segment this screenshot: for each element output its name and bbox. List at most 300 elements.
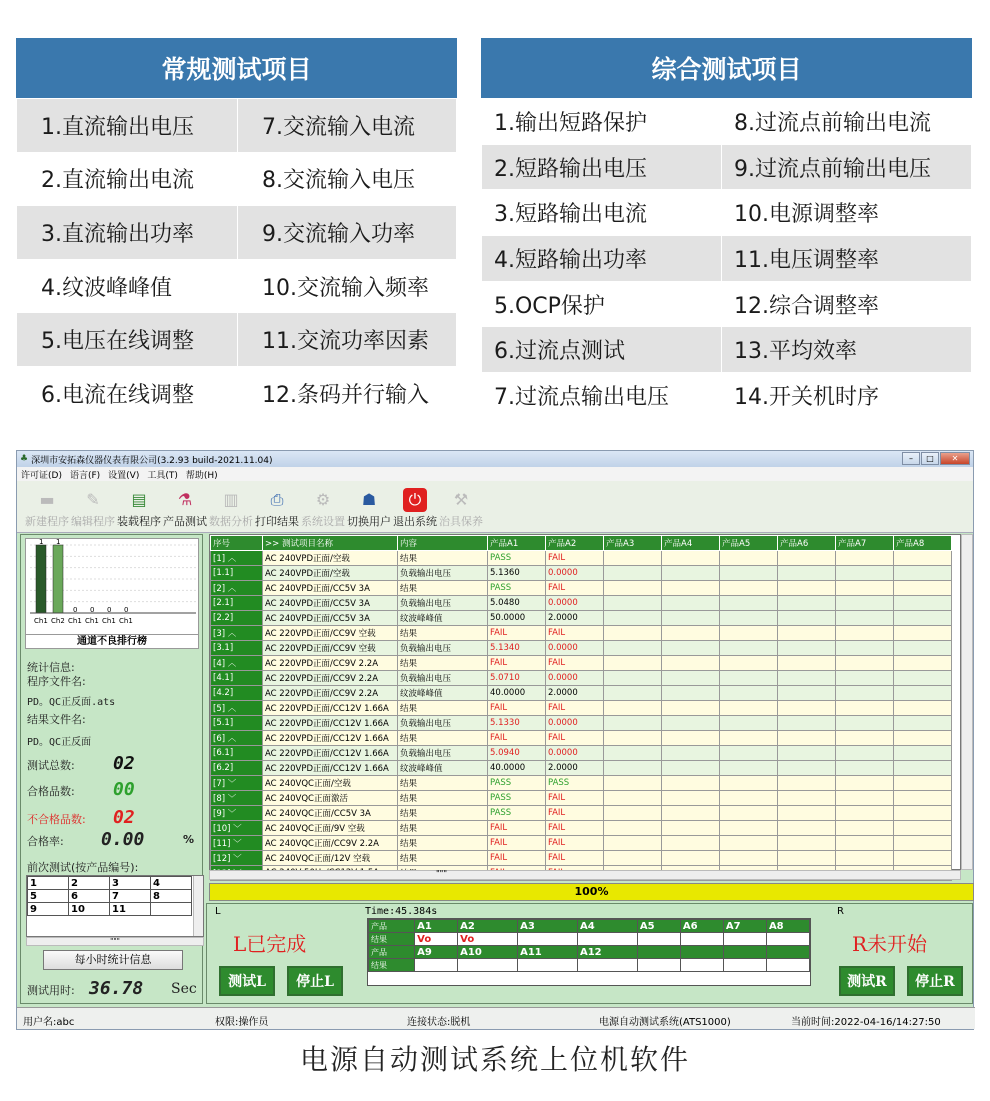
table-cell: 0.0000	[546, 596, 604, 611]
toolbar-load-button[interactable]	[117, 488, 161, 532]
table-cell: 纹波峰峰值	[398, 761, 488, 776]
regular-test-title: 常规测试项目	[16, 38, 457, 98]
panel-row	[482, 190, 972, 236]
panel-cell: 7.交流输入电流	[238, 99, 457, 153]
table-cell	[662, 611, 720, 626]
table-cell	[778, 731, 836, 746]
table-cell	[836, 626, 894, 641]
chart-bar	[53, 545, 63, 613]
app-icon: ♣	[20, 454, 29, 464]
bad-label: 不合格品数:	[27, 813, 86, 826]
table-cell	[778, 611, 836, 626]
panel-cell: 7.过流点输出电压	[482, 373, 722, 419]
table-cell	[778, 746, 836, 761]
table-row[interactable]	[211, 686, 952, 701]
table-cell: AC 240VPD正面/CC5V 3A	[263, 611, 398, 626]
mini-cell	[577, 959, 637, 972]
table-header[interactable]: 序号	[211, 536, 263, 551]
table-cell	[894, 746, 952, 761]
mini-cell	[518, 933, 578, 946]
table-vscroll[interactable]	[961, 534, 973, 870]
chart-value-label: 0	[107, 606, 112, 614]
grid-row	[28, 903, 192, 916]
menu-item[interactable]: 许可证(D)	[21, 470, 62, 481]
table-header[interactable]: 产品A8	[894, 536, 952, 551]
table-cell	[662, 596, 720, 611]
table-cell	[836, 671, 894, 686]
panel-cell: 8.过流点前输出电流	[722, 99, 972, 145]
rate-value: 0.00	[101, 829, 145, 850]
table-row[interactable]	[211, 671, 952, 686]
mini-row	[369, 946, 810, 959]
table-cell	[836, 791, 894, 806]
grid-cell[interactable]: 1	[28, 877, 69, 890]
regular-test-table	[16, 98, 457, 421]
table-cell: AC 220VPD正面/CC12V 1.66A	[263, 716, 398, 731]
panel-row	[17, 206, 457, 260]
table-cell	[720, 641, 778, 656]
total-value: 02	[113, 753, 135, 774]
table-cell	[836, 761, 894, 776]
chart-axis-label: Ch1	[119, 617, 133, 625]
table-cell: FAIL	[546, 821, 604, 836]
table-header[interactable]: 产品A1	[488, 536, 546, 551]
table-cell: 纹波峰峰值	[398, 686, 488, 701]
panel-cell: 1.输出短路保护	[482, 99, 722, 145]
grid-cell[interactable]: 10	[69, 903, 110, 916]
grid-cell[interactable]	[151, 903, 192, 916]
table-row[interactable]	[211, 566, 952, 581]
table-cell: [12] ﹀	[211, 851, 263, 866]
control-panel	[206, 903, 973, 1004]
table-cell	[778, 716, 836, 731]
chart-value-label: 1	[39, 538, 44, 546]
table-cell	[836, 551, 894, 566]
table-cell: 负载输出电压	[398, 671, 488, 686]
chart-value-label: 0	[73, 606, 78, 614]
panel-row	[17, 99, 457, 153]
table-cell: [2] ︿	[211, 581, 263, 596]
mini-cell	[766, 933, 809, 946]
main-area	[206, 534, 973, 1004]
toolbar-label: 切换用户	[347, 515, 391, 528]
table-cell	[604, 776, 662, 791]
table-cell	[894, 551, 952, 566]
mini-cell: A6	[680, 920, 723, 933]
stop-r-button[interactable]: 停止R	[907, 966, 963, 996]
mini-cell: A2	[458, 920, 518, 933]
toolbar-flask-button[interactable]	[163, 488, 207, 532]
table-cell	[720, 686, 778, 701]
mini-cell	[766, 946, 809, 959]
table-cell: AC 220VPD正面/CC9V 空载	[263, 626, 398, 641]
table-cell: 负载输出电压	[398, 716, 488, 731]
table-cell: AC 220VPD正面/CC12V 1.66A	[263, 746, 398, 761]
l-label: L	[215, 906, 221, 917]
menu-item[interactable]: 工具(T)	[147, 470, 178, 481]
table-cell: FAIL	[488, 821, 546, 836]
table-cell: 2.0000	[546, 686, 604, 701]
table-row[interactable]	[211, 776, 952, 791]
results-table[interactable]	[209, 534, 961, 870]
toolbar-wrench-button[interactable]	[439, 488, 483, 532]
progress-bar: 100%	[209, 883, 974, 901]
mini-cell: A8	[766, 920, 809, 933]
table-cell: FAIL	[546, 731, 604, 746]
table-cell: PASS	[488, 776, 546, 791]
table-cell: AC 240VQC正面/9V 空载	[263, 821, 398, 836]
table-cell	[720, 776, 778, 791]
table-row[interactable]	[211, 746, 952, 761]
grid-cell[interactable]: 3	[110, 877, 151, 890]
table-cell	[836, 806, 894, 821]
table-cell: [2.1]	[211, 596, 263, 611]
table-row[interactable]	[211, 611, 952, 626]
menu-item[interactable]: 帮助(H)	[185, 470, 218, 481]
table-cell: 2.0000	[546, 611, 604, 626]
panel-row	[17, 366, 457, 420]
test-r-button[interactable]: 测试R	[839, 966, 895, 996]
stop-l-button[interactable]: 停止L	[287, 966, 343, 996]
flask-icon: ⚗	[177, 490, 193, 509]
table-cell: 结果	[398, 791, 488, 806]
mini-cell: A3	[518, 920, 578, 933]
toolbar-label: 退出系统	[393, 515, 437, 528]
l-status: L已完成	[233, 932, 307, 956]
table-cell	[720, 716, 778, 731]
table-cell	[778, 806, 836, 821]
table-cell	[778, 761, 836, 776]
menu-item[interactable]: 设置(V)	[108, 470, 140, 481]
toolbar-printer-button[interactable]	[255, 488, 299, 532]
table-cell	[604, 701, 662, 716]
panel-cell: 12.综合调整率	[722, 281, 972, 327]
table-cell	[720, 806, 778, 821]
r-label: R	[837, 906, 844, 917]
table-row[interactable]	[211, 701, 952, 716]
toolbar-folder-button[interactable]	[25, 488, 69, 532]
table-cell	[836, 596, 894, 611]
table-cell	[604, 746, 662, 761]
grid-cell[interactable]: 5	[28, 890, 69, 903]
table-cell: 50.0000	[488, 611, 546, 626]
rank-title: 通道不良排行榜	[25, 635, 199, 649]
table-cell	[778, 596, 836, 611]
panel-row	[482, 99, 972, 145]
table-cell	[662, 671, 720, 686]
table-cell	[720, 551, 778, 566]
table-cell: 结果	[398, 806, 488, 821]
table-header[interactable]: 内容	[398, 536, 488, 551]
gear-icon: ⚙	[315, 490, 331, 509]
mini-cell: Vo	[458, 933, 518, 946]
mini-row	[369, 933, 810, 946]
table-cell	[662, 581, 720, 596]
bad-value: 02	[113, 807, 135, 828]
chart-axis-label: Ch1	[102, 617, 116, 625]
table-cell	[720, 851, 778, 866]
stats-panel	[20, 534, 203, 1004]
table-cell	[662, 746, 720, 761]
channel-chart	[25, 538, 199, 635]
status-permission: 权限:操作员	[215, 1017, 269, 1028]
table-cell: [6.1]	[211, 746, 263, 761]
table-cell	[720, 671, 778, 686]
toolbar-power-button[interactable]	[393, 488, 437, 532]
table-row[interactable]	[211, 806, 952, 821]
table-row[interactable]	[211, 596, 952, 611]
table-hscroll[interactable]: """	[209, 870, 961, 880]
stats-header: 统计信息:	[27, 661, 75, 674]
table-cell	[778, 656, 836, 671]
mini-cell	[637, 959, 680, 972]
table-cell	[778, 836, 836, 851]
table-cell	[894, 716, 952, 731]
table-cell: 结果	[398, 776, 488, 791]
table-cell	[720, 791, 778, 806]
toolbar-label: 数据分析	[209, 515, 253, 528]
chart-bar	[36, 545, 46, 613]
table-cell: [4.1]	[211, 671, 263, 686]
table-cell	[894, 641, 952, 656]
table-cell: FAIL	[488, 656, 546, 671]
minimize-button[interactable]: –	[902, 452, 920, 465]
table-cell	[604, 596, 662, 611]
close-button[interactable]: ✕	[940, 452, 970, 465]
table-row[interactable]	[211, 791, 952, 806]
app-window	[16, 450, 974, 1030]
grid-cell[interactable]: 6	[69, 890, 110, 903]
table-cell	[894, 776, 952, 791]
table-cell	[662, 731, 720, 746]
panel-row	[482, 144, 972, 190]
table-cell: 5.1340	[488, 641, 546, 656]
table-cell: [8] ﹀	[211, 791, 263, 806]
good-value: 00	[113, 779, 135, 800]
table-cell	[836, 746, 894, 761]
toolbar-gear-button[interactable]	[301, 488, 345, 532]
table-cell: [3] ︿	[211, 626, 263, 641]
table-cell: AC 220VPD正面/CC12V 1.66A	[263, 761, 398, 776]
menu-item[interactable]: 语言(F)	[69, 470, 101, 481]
table-cell	[836, 641, 894, 656]
table-cell	[778, 566, 836, 581]
panel-cell: 9.交流输入功率	[238, 206, 457, 260]
table-cell: [7] ﹀	[211, 776, 263, 791]
result-file-label: 结果文件名:	[27, 713, 86, 726]
table-header[interactable]: 产品A2	[546, 536, 604, 551]
table-cell	[778, 641, 836, 656]
panel-cell: 14.开关机时序	[722, 373, 972, 419]
table-cell	[662, 656, 720, 671]
table-cell	[604, 821, 662, 836]
toolbar-label: 编辑程序	[71, 515, 115, 528]
table-cell: FAIL	[488, 626, 546, 641]
grid-cell[interactable]: 2	[69, 877, 110, 890]
chart-axis-label: Ch1	[68, 617, 82, 625]
table-cell	[604, 791, 662, 806]
table-cell: FAIL	[546, 701, 604, 716]
mini-cell	[766, 959, 809, 972]
table-row[interactable]	[211, 716, 952, 731]
table-row[interactable]	[211, 581, 952, 596]
table-cell	[894, 731, 952, 746]
panel-cell: 6.过流点测试	[482, 327, 722, 373]
grid-hscroll[interactable]: """	[26, 937, 204, 946]
table-cell	[836, 821, 894, 836]
table-cell: 0.0000	[546, 746, 604, 761]
table-row[interactable]	[211, 851, 952, 866]
table-cell: [6.2]	[211, 761, 263, 776]
menu-bar	[17, 467, 973, 481]
table-cell	[778, 671, 836, 686]
table-cell: 结果	[398, 551, 488, 566]
table-cell	[662, 626, 720, 641]
table-cell	[720, 566, 778, 581]
table-cell: AC 220VPD正面/CC9V 空载	[263, 641, 398, 656]
panel-cell: 4.短路输出功率	[482, 236, 722, 282]
hourly-stats-button[interactable]: 每小时统计信息	[43, 950, 183, 970]
table-cell	[778, 701, 836, 716]
panel-cell: 8.交流输入电压	[238, 152, 457, 206]
table-cell: 0.0000	[546, 716, 604, 731]
pencil-icon: ✎	[86, 490, 100, 509]
toolbar-chart-button[interactable]	[209, 488, 253, 532]
table-cell	[836, 656, 894, 671]
table-row[interactable]	[211, 731, 952, 746]
toolbar-label: 打印结果	[255, 515, 299, 528]
table-cell: FAIL	[488, 701, 546, 716]
mini-cell: A4	[577, 920, 637, 933]
table-cell: [1] ︿	[211, 551, 263, 566]
table-cell: [6] ︿	[211, 731, 263, 746]
comprehensive-test-title: 综合测试项目	[481, 38, 972, 98]
table-row[interactable]	[211, 836, 952, 851]
table-cell: PASS	[488, 806, 546, 821]
table-cell: AC 220VPD正面/CC9V 2.2A	[263, 656, 398, 671]
mini-cell: A9	[415, 946, 458, 959]
table-cell	[778, 776, 836, 791]
table-cell	[720, 581, 778, 596]
table-cell	[662, 761, 720, 776]
maximize-button[interactable]: □	[921, 452, 939, 465]
table-header[interactable]: 产品A5	[720, 536, 778, 551]
chart-axis-label: Ch2	[51, 617, 65, 625]
r-status: R未开始	[852, 932, 928, 956]
table-cell	[662, 806, 720, 821]
chart-value-label: 0	[90, 606, 95, 614]
table-row[interactable]	[211, 641, 952, 656]
table-cell: [5] ︿	[211, 701, 263, 716]
panel-cell: 11.电压调整率	[722, 236, 972, 282]
power-icon: ⏻	[403, 488, 427, 512]
panel-cell: 13.平均效率	[722, 327, 972, 373]
table-header[interactable]: 产品A3	[604, 536, 662, 551]
prev-test-grid[interactable]	[26, 875, 204, 937]
table-cell: 5.1360	[488, 566, 546, 581]
table-cell	[662, 791, 720, 806]
table-cell: 结果	[398, 821, 488, 836]
mini-header: 产品	[369, 946, 415, 959]
table-row[interactable]	[211, 551, 952, 566]
table-cell: 纹波峰峰值	[398, 611, 488, 626]
mini-header: 产品	[369, 920, 415, 933]
table-header[interactable]: 产品A6	[778, 536, 836, 551]
panel-cell: 10.交流输入频率	[238, 259, 457, 313]
toolbar-user-button[interactable]	[347, 488, 391, 532]
table-cell	[720, 656, 778, 671]
table-cell: [5.1]	[211, 716, 263, 731]
toolbar	[17, 481, 973, 533]
grid-cell[interactable]: 8	[151, 890, 192, 903]
table-cell	[604, 806, 662, 821]
mini-cell	[577, 933, 637, 946]
grid-cell[interactable]: 11	[110, 903, 151, 916]
grid-vscroll[interactable]	[193, 876, 203, 936]
panel-cell: 6.电流在线调整	[17, 366, 238, 420]
mini-cell	[518, 959, 578, 972]
table-cell	[604, 581, 662, 596]
table-header[interactable]: 产品A4	[662, 536, 720, 551]
grid-cell[interactable]: 7	[110, 890, 151, 903]
panel-cell: 3.短路输出电流	[482, 190, 722, 236]
panel-cell: 9.过流点前输出电压	[722, 144, 972, 190]
table-cell	[662, 551, 720, 566]
panel-cell: 2.直流输出电流	[17, 152, 238, 206]
table-cell	[836, 851, 894, 866]
table-cell	[778, 686, 836, 701]
mini-header: 结果	[369, 959, 415, 972]
mini-cell: A10	[458, 946, 518, 959]
table-cell: PASS	[488, 791, 546, 806]
table-row[interactable]	[211, 821, 952, 836]
grid-cell[interactable]: 4	[151, 877, 192, 890]
status-bar	[17, 1007, 975, 1029]
table-cell	[604, 566, 662, 581]
table-row[interactable]	[211, 656, 952, 671]
toolbar-pencil-button[interactable]	[71, 488, 115, 532]
panel-cell: 10.电源调整率	[722, 190, 972, 236]
mini-cell	[637, 933, 680, 946]
table-cell: [11] ﹀	[211, 836, 263, 851]
table-header[interactable]: 产品A7	[836, 536, 894, 551]
wrench-icon: ⚒	[453, 490, 469, 509]
table-cell: 5.1330	[488, 716, 546, 731]
table-cell: 结果	[398, 836, 488, 851]
table-cell	[604, 761, 662, 776]
table-cell	[894, 761, 952, 776]
table-cell	[720, 836, 778, 851]
table-header[interactable]: >> 测试项目名称	[263, 536, 398, 551]
table-cell: FAIL	[488, 731, 546, 746]
table-cell	[778, 626, 836, 641]
table-cell: FAIL	[546, 581, 604, 596]
table-cell: AC 240VPD正面/空载	[263, 551, 398, 566]
grid-cell[interactable]: 9	[28, 903, 69, 916]
table-cell	[894, 596, 952, 611]
table-cell: FAIL	[546, 551, 604, 566]
table-cell	[604, 626, 662, 641]
caption: 电源自动测试系统上位机软件	[299, 1043, 690, 1076]
test-l-button[interactable]: 测试L	[219, 966, 275, 996]
table-cell: FAIL	[546, 836, 604, 851]
table-row[interactable]	[211, 626, 952, 641]
table-row[interactable]	[211, 761, 952, 776]
table-cell: 5.0480	[488, 596, 546, 611]
table-cell: AC 220VPD正面/CC12V 1.66A	[263, 701, 398, 716]
table-cell	[604, 656, 662, 671]
panel-row	[482, 327, 972, 373]
